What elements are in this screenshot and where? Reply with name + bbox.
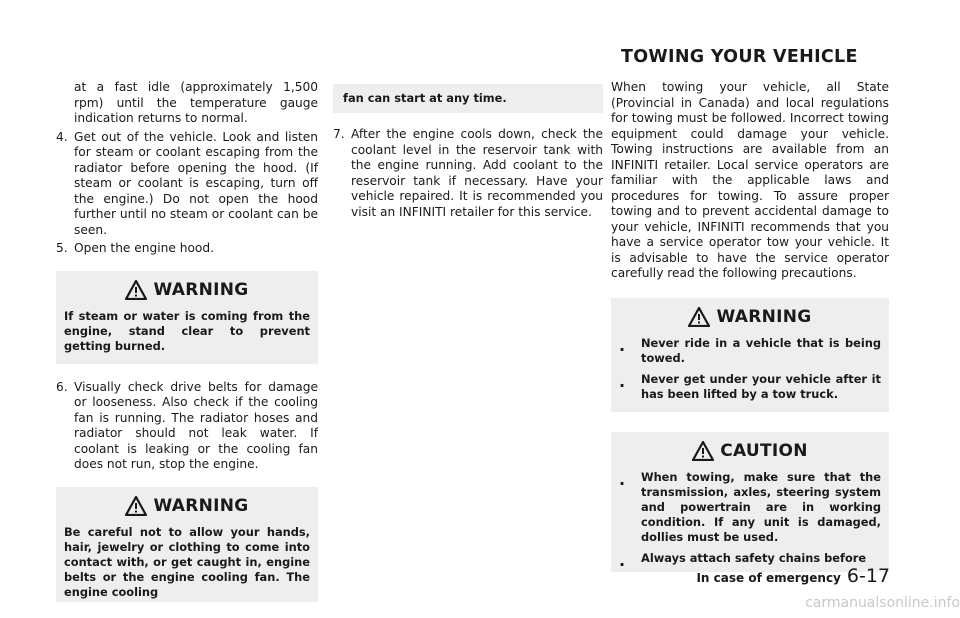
warning-box-continued <box>333 84 603 113</box>
bullet-item <box>619 372 881 402</box>
warning-box-fan <box>56 487 318 602</box>
watermark: carmanualsonline.info <box>805 595 960 611</box>
section-title: TOWING YOUR VEHICLE <box>621 47 858 67</box>
bullet-text: Never ride in a vehicle that is being towed. <box>641 335 881 365</box>
step-text: Open the engine hood. <box>74 241 214 255</box>
bullet-item <box>619 336 881 366</box>
chapter-label: In case of emergency <box>696 571 841 585</box>
caution-box-towing <box>611 432 889 572</box>
step-number: 5. <box>56 241 68 255</box>
column-right <box>611 80 889 588</box>
warning-title: WARNING <box>153 279 249 300</box>
bullet-dot: . <box>619 469 626 489</box>
column-left <box>56 80 318 618</box>
bullet-dot: . <box>619 550 626 570</box>
warning-triangle-icon <box>125 496 147 516</box>
step-4 <box>56 130 318 239</box>
bullet-text: When towing, make sure that the transmission, axles, steering system and powertrain are in working condition. If any unit is damaged, dollies must be used. <box>641 469 881 544</box>
step-7 <box>333 127 603 220</box>
step3-continuation: at a fast idle (approximately 1,500 rpm) until the temperature gauge indication returns to normal. <box>74 80 318 125</box>
warning-title: WARNING <box>716 306 812 327</box>
warning-triangle-icon <box>125 280 147 300</box>
step-5 <box>56 241 318 257</box>
page-footer <box>696 565 890 587</box>
caution-header <box>619 432 881 470</box>
towing-intro: When towing your vehicle, all State (Provincial in Canada) and local regulations for towing must be followed. Incorrect towing equipment could damage your vehicle. Towing instructions are available from an INFINITI retailer. Local service operators are familiar with the applicable laws and procedures for towing. To assure proper towing and to prevent accidental damage to your vehicle, INFINITI recommends that you have a service operator tow your vehicle. It is advisable to have the service operator carefully read the following precautions. <box>611 80 889 280</box>
warning-triangle-icon <box>692 441 714 461</box>
warning-box-towing <box>611 298 889 412</box>
step-text: Get out of the vehicle. Look and listen for steam or coolant escaping from the radiator before opening the hood. (If steam or coolant is escaping, turn off the engine.) Do not open the hood further until no steam or coolant can be seen. <box>74 129 318 237</box>
warning-text: If steam or water is coming from the engine, stand clear to prevent getting burned. <box>64 308 310 353</box>
warning-header <box>64 271 310 309</box>
warning-header <box>64 487 310 525</box>
step-number: 7. <box>333 127 345 141</box>
warning-header <box>619 298 881 336</box>
step-number: 4. <box>56 129 68 144</box>
warning-triangle-icon <box>688 307 710 327</box>
bullet-dot: . <box>619 335 626 355</box>
warning-box-steam <box>56 271 318 364</box>
step-text: After the engine cools down, check the coolant level in the reservoir tank with the engine running. Add coolant to the reservoir tank if necessary. Have your vehicle repaired. It is recommended you visit an INFINITI retailer for this service. <box>351 127 603 219</box>
warning-text-continued: fan can start at any time. <box>343 91 507 105</box>
column-middle <box>333 80 603 223</box>
warning-title: WARNING <box>153 495 249 516</box>
step-6 <box>56 380 318 473</box>
caution-title: CAUTION <box>720 440 808 461</box>
step-text: Visually check drive belts for damage or looseness. Also check if the cooling fan is running. The radiator hoses and radiator should not leak water. If coolant is leaking or the cooling fan does not run, stop the engine. <box>74 379 318 471</box>
bullet-text: Always attach safety chains before <box>641 550 867 565</box>
bullet-item <box>619 470 881 545</box>
bullet-dot: . <box>619 371 626 391</box>
bullet-text: Never get under your vehicle after it has been lifted by a tow truck. <box>641 371 881 401</box>
warning-text: Be careful not to allow your hands, hair, jewelry or clothing to come into contact with, or get caught in, engine belts or the engine cooling fan. The engine cooling <box>64 524 310 599</box>
page-number: 6-17 <box>846 565 890 587</box>
step-number: 6. <box>56 379 68 394</box>
